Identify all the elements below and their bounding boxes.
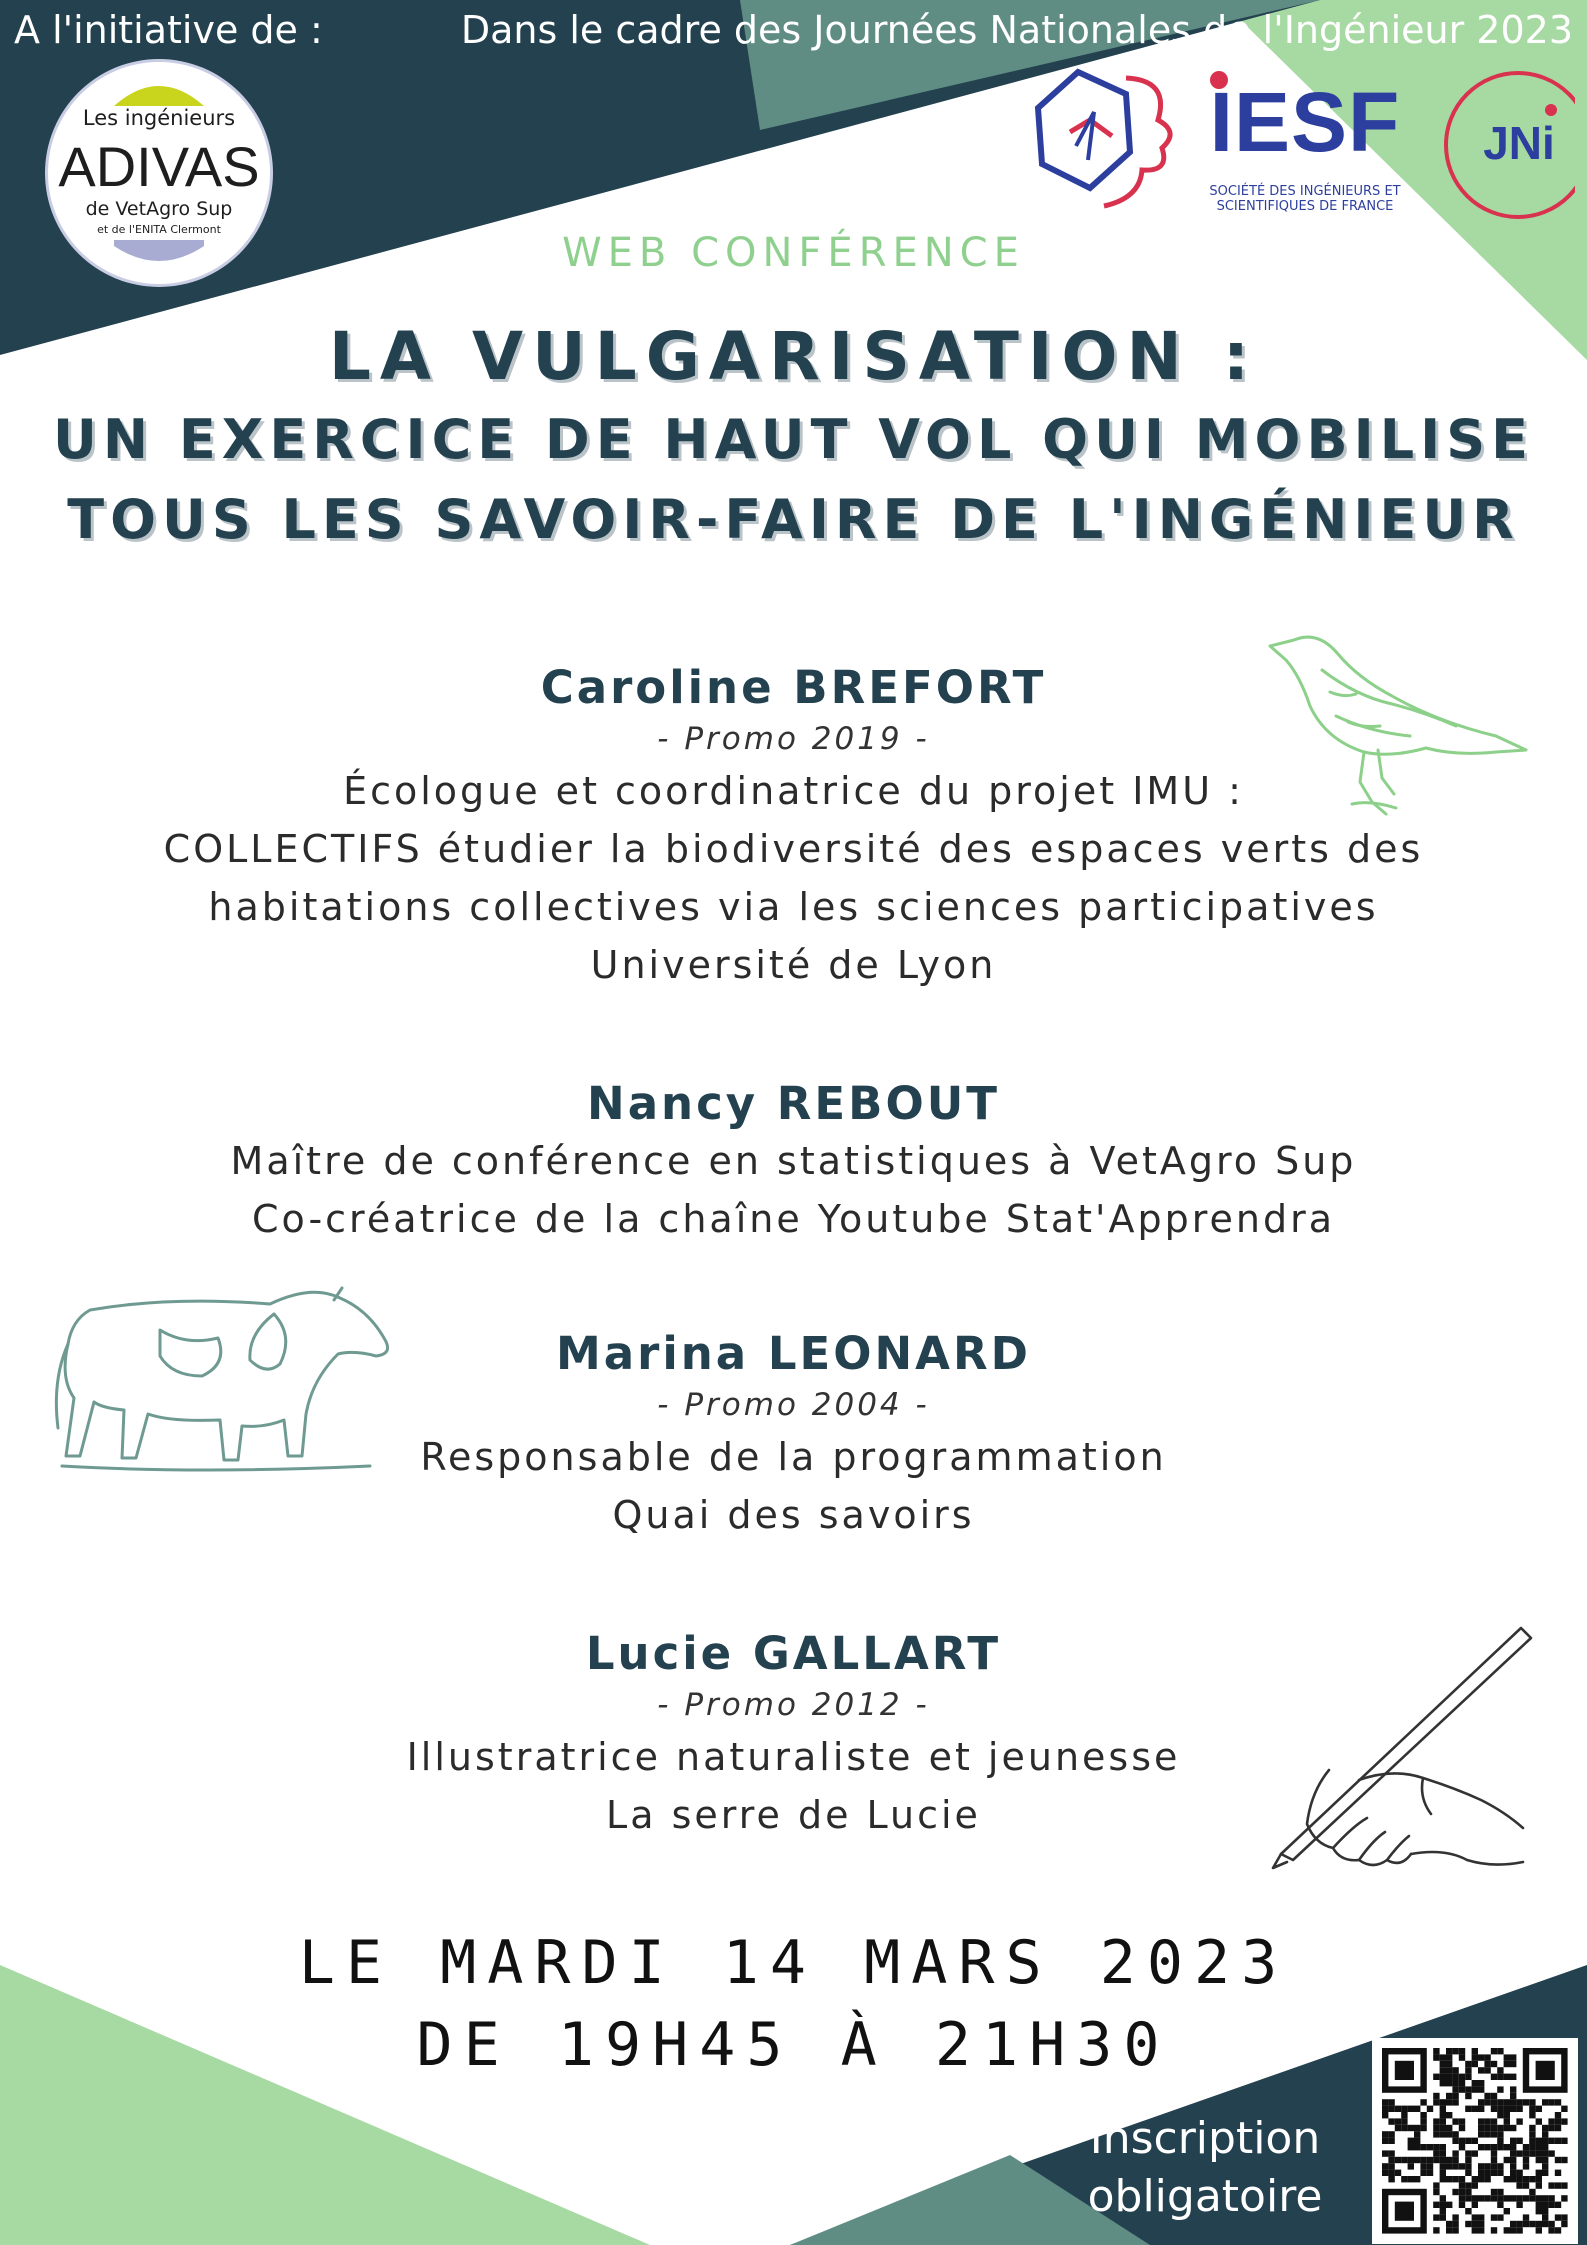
speaker-card xyxy=(0,1076,1587,1248)
adivas-logo-line3: de VetAgro Sup xyxy=(85,198,233,220)
speaker-line: Université de Lyon xyxy=(590,943,997,987)
speaker-line: COLLECTIFS étudier la biodiversité des espaces verts des xyxy=(163,827,1424,871)
speaker-line: Quai des savoirs xyxy=(612,1493,975,1537)
partner-logos xyxy=(1030,60,1575,230)
qr-code-graphic xyxy=(1372,2038,1578,2244)
speaker-name: Lucie GALLART xyxy=(585,1627,1002,1680)
speaker-line: Maître de conférence en statistiques à VetAgro Sup xyxy=(230,1139,1357,1183)
speaker-line: Écologue et coordinatrice du projet IMU : xyxy=(343,769,1244,813)
bottom-left-green-triangle xyxy=(0,1965,650,2245)
adivas-logo-line1: Les ingénieurs xyxy=(82,106,236,130)
qr-code[interactable] xyxy=(1372,2038,1578,2244)
context-label: Dans le cadre des Journées Nationales de l'Ingénieur 2023 xyxy=(460,8,1573,52)
speaker-promo: - Promo 2004 - xyxy=(657,1387,930,1423)
speaker-line: La serre de Lucie xyxy=(606,1793,981,1837)
jni-red-dot xyxy=(1545,104,1557,116)
speaker-name: Marina LEONARD xyxy=(556,1327,1031,1380)
bird-illustration xyxy=(1260,632,1530,832)
event-title-line3: TOUS LES SAVOIR-FAIRE DE L'INGÉNIEUR xyxy=(67,488,1520,551)
iesf-face-logo xyxy=(1038,72,1170,206)
event-title-line2: UN EXERCICE DE HAUT VOL QUI MOBILISE xyxy=(53,408,1534,471)
speaker-line: Responsable de la programmation xyxy=(420,1435,1167,1479)
registration-line2: obligatoire xyxy=(1087,2171,1323,2222)
event-title-line1: LA VULGARISATION : xyxy=(328,318,1259,395)
initiative-label: A l'initiative de : xyxy=(14,8,323,52)
adivas-logo-line4: et de l'ENITA Clermont xyxy=(97,223,221,236)
adivas-logo-yellow-arc xyxy=(114,86,204,106)
speaker-line: Illustratrice naturaliste et jeunesse xyxy=(406,1735,1181,1779)
hand-drawing-illustration xyxy=(1255,1622,1540,1882)
iesf-subtitle-line2: SCIENTIFIQUES DE FRANCE xyxy=(1216,199,1394,214)
speaker-promo: - Promo 2019 - xyxy=(657,721,930,757)
speaker-name: Nancy REBOUT xyxy=(587,1077,1000,1130)
event-format: WEB CONFÉRENCE xyxy=(562,230,1025,276)
event-date: LE MARDI 14 MARS 2023 xyxy=(298,1928,1289,1998)
cow-illustration xyxy=(50,1280,410,1480)
event-time: DE 19H45 À 21H30 xyxy=(416,2010,1171,2080)
registration-line1: Inscription xyxy=(1089,2113,1321,2164)
iesf-name: IESF xyxy=(1209,75,1401,169)
iesf-subtitle xyxy=(1192,184,1418,214)
speaker-promo: - Promo 2012 - xyxy=(657,1687,930,1723)
jni-logo-text: JNi xyxy=(1483,117,1555,169)
speaker-line: Co-créatrice de la chaîne Youtube Stat'Apprendra xyxy=(251,1197,1336,1241)
registration-notice xyxy=(1050,2110,1360,2226)
iesf-subtitle-line1: SOCIÉTÉ DES INGÉNIEURS ET xyxy=(1209,184,1401,199)
adivas-logo-line2: ADIVAS xyxy=(58,135,260,198)
speaker-line: habitations collectives via les sciences participatives xyxy=(208,885,1379,929)
speaker-name: Caroline BREFORT xyxy=(540,661,1047,714)
